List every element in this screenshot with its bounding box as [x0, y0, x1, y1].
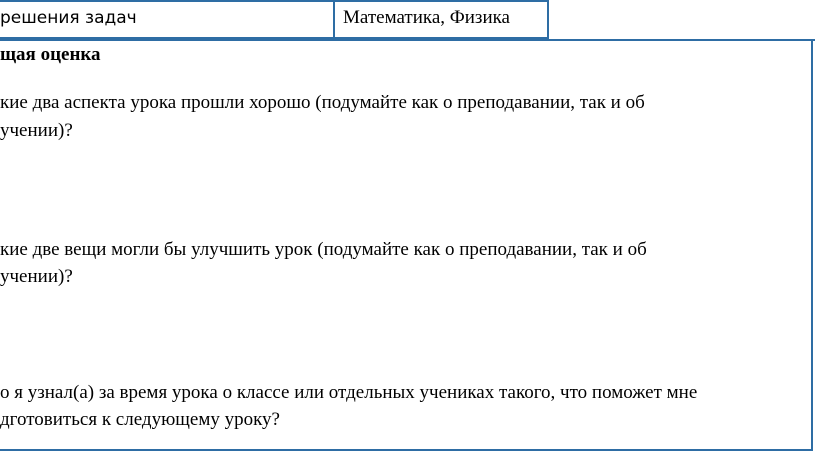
- section-box-right-border: [811, 39, 813, 451]
- header-row-top-border: [0, 0, 549, 2]
- header-row-right-border: [547, 0, 549, 39]
- question-3-line-2: дготовиться к следующему уроку?: [0, 409, 280, 430]
- section-box-top-border: [0, 39, 815, 41]
- section-heading: щая оценка: [0, 44, 101, 65]
- header-cell-divider: [333, 0, 335, 39]
- question-2-line-1: кие две вещи могли бы улучшить урок (подумайте как о преподавании, так и об: [0, 239, 647, 260]
- question-1-line-2: учении)?: [0, 120, 73, 141]
- question-3-line-1: о я узнал(а) за время урока о классе или отдельных учениках такого, что поможет мне: [0, 382, 698, 403]
- header-cell-left: решения задач: [0, 8, 137, 28]
- section-box-bottom-border: [0, 449, 813, 451]
- question-1-line-1: кие два аспекта урока прошли хорошо (подумайте как о преподавании, так и об: [0, 92, 645, 113]
- header-cell-right: Математика, Физика: [343, 7, 510, 28]
- question-2-line-2: учении)?: [0, 266, 73, 287]
